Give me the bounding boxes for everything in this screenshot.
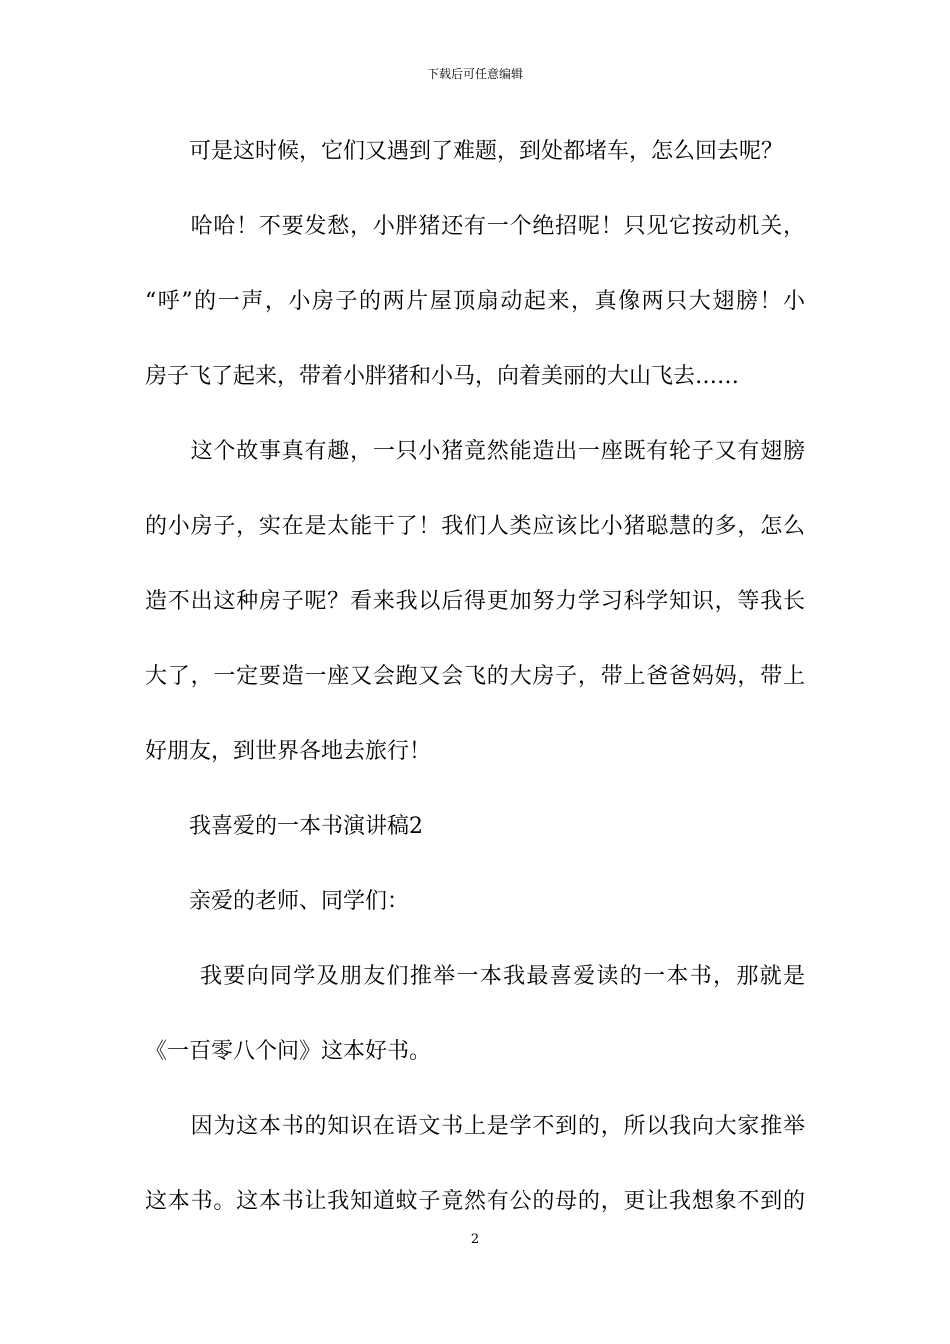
paragraph-line: 《一百零八个问》这本好书。	[145, 1039, 432, 1064]
paragraph-line: “呼”的一声，小房子的两片屋顶扇动起来，真像两只大翅膀！小	[145, 289, 805, 314]
paragraph-line: 因为这本书的知识在语文书上是学不到的，所以我向大家推举	[145, 1114, 805, 1139]
paragraph-line: 我要向同学及朋友们推举一本我最喜爱读的一本书，那就是	[145, 964, 805, 989]
salutation: 亲爱的老师、同学们：	[145, 889, 410, 914]
paragraph-line: 哈哈！不要发愁，小胖猪还有一个绝招呢！只见它按动机关，	[145, 214, 805, 239]
page-header: 下载后可任意编辑	[426, 67, 523, 81]
paragraph-line: 可是这时候，它们又遇到了难题，到处都堵车，怎么回去呢？	[145, 139, 784, 164]
paragraph-line: 造不出这种房子呢？看来我以后得更加努力学习科学知识，等我长	[145, 589, 805, 614]
paragraph-line: 这本书。这本书让我知道蚊子竟然有公的母的，更让我想象不到的	[145, 1189, 805, 1214]
section-heading: 我喜爱的一本书演讲稿2	[145, 814, 423, 839]
page-number: 2	[470, 1232, 480, 1247]
paragraph-line: 好朋友，到世界各地去旅行！	[145, 739, 432, 764]
paragraph-line: 这个故事真有趣，一只小猪竟然能造出一座既有轮子又有翅膀	[145, 439, 805, 464]
paragraph-line: 大了，一定要造一座又会跑又会飞的大房子，带上爸爸妈妈，带上	[145, 664, 805, 689]
paragraph-line: 的小房子，实在是太能干了！我们人类应该比小猪聪慧的多，怎么	[145, 514, 805, 539]
paragraph-line: 房子飞了起来，带着小胖猪和小马，向着美丽的大山飞去……	[145, 364, 740, 389]
